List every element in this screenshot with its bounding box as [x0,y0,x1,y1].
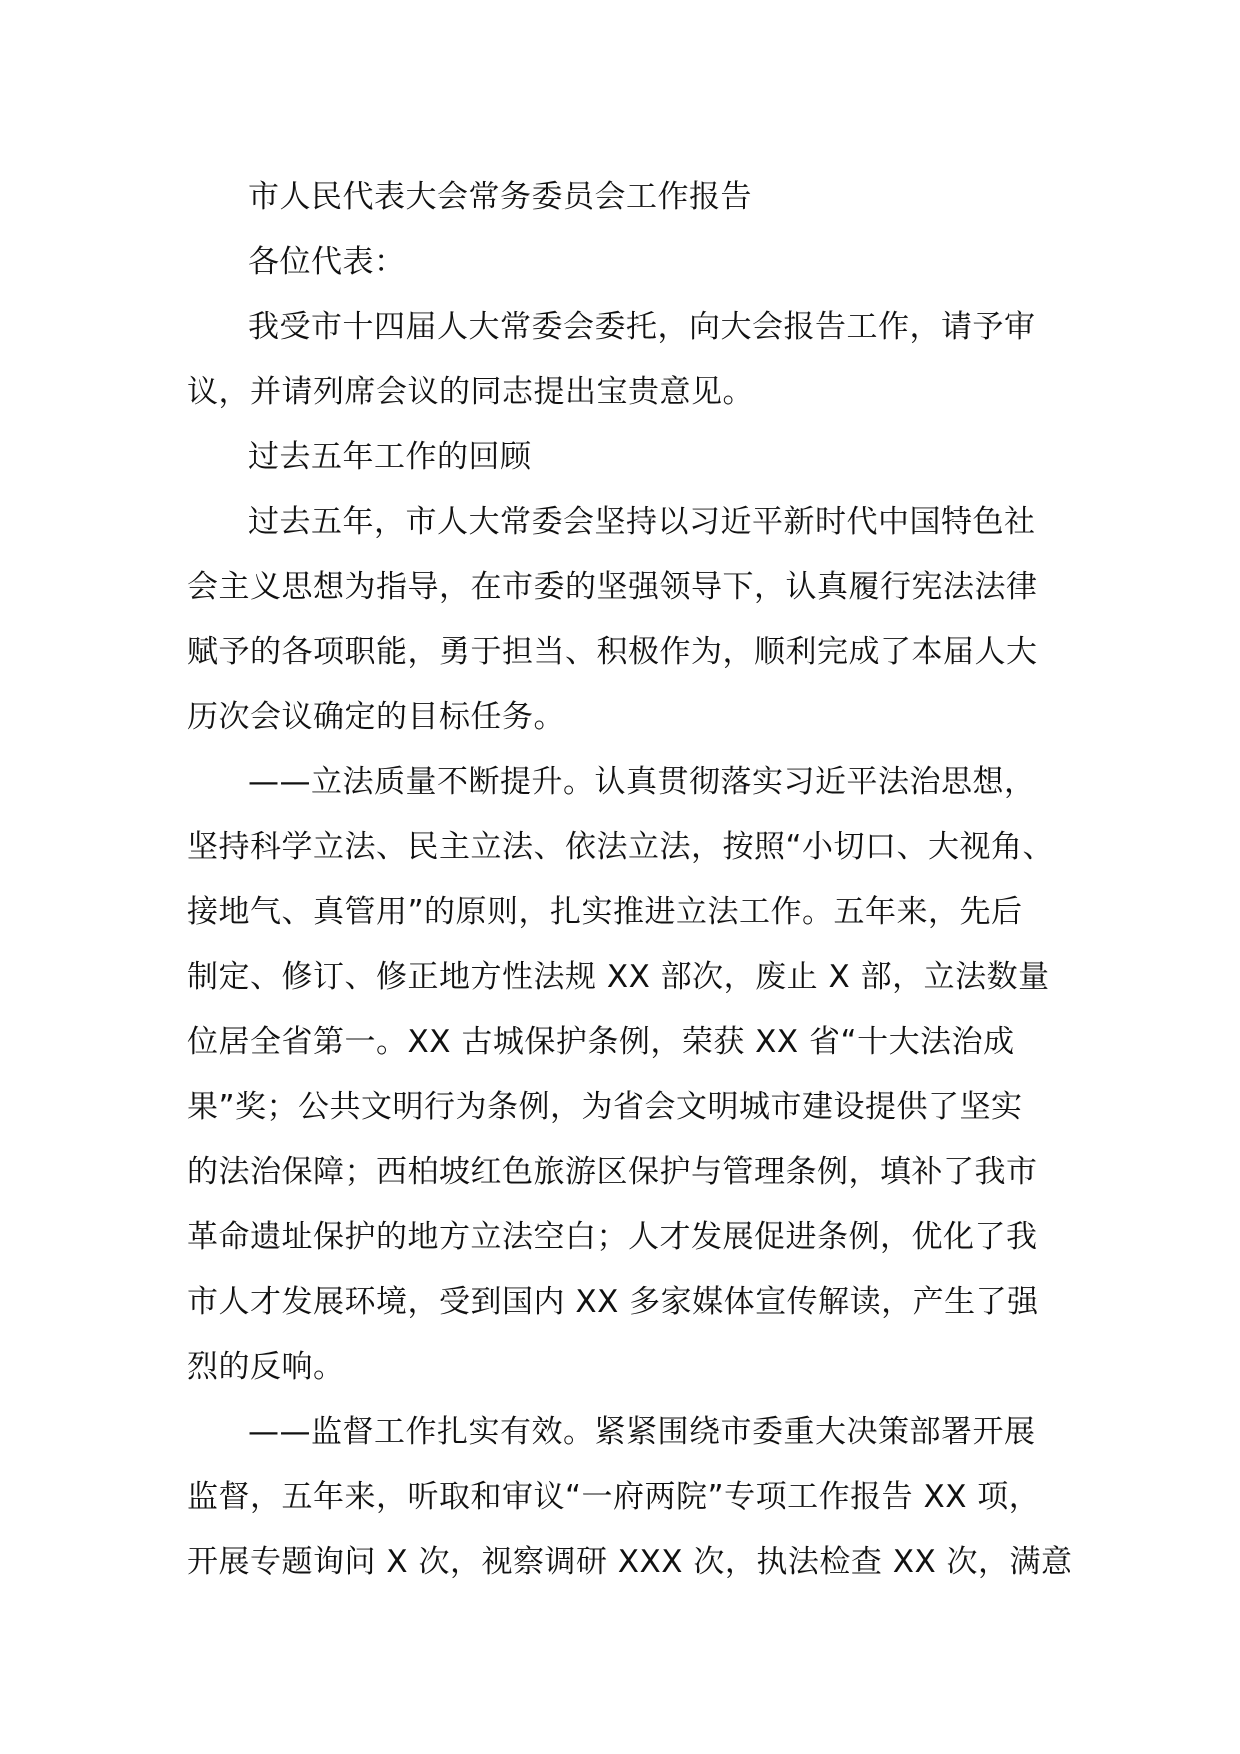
body-line: 赋予的各项职能，勇于担当、积极作为，顺利完成了本届人大 [187,634,1038,670]
body-line: 议，并请列席会议的同志提出宝贵意见。 [187,374,754,410]
body-line: ——监督工作扎实有效。紧紧围绕市委重大决策部署开展 [248,1414,1036,1450]
body-line: 位居全省第一。XX 古城保护条例，荣获 XX 省“十大法治成 [187,1024,1015,1060]
body-line: 接地气、真管用”的原则，扎实推进立法工作。五年来，先后 [187,894,1023,930]
body-line: 历次会议确定的目标任务。 [187,699,565,735]
salutation: 各位代表： [248,244,406,280]
body-line: 开展专题询问 X 次，视察调研 XXX 次，执法检查 XX 次，满意 [187,1544,1073,1580]
body-line: ——立法质量不断提升。认真贯彻落实习近平法治思想， [248,764,1036,800]
body-line: 的法治保障；西柏坡红色旅游区保护与管理条例，填补了我市 [187,1154,1038,1190]
body-line: 会主义思想为指导，在市委的坚强领导下，认真履行宪法法律 [187,569,1038,605]
body-line: 坚持科学立法、民主立法、依法立法，按照“小切口、大视角、 [187,829,1055,865]
body-line: 过去五年，市人大常委会坚持以习近平新时代中国特色社 [248,504,1036,540]
body-line: 烈的反响。 [187,1349,345,1385]
body-line: 果”奖；公共文明行为条例，为省会文明城市建设提供了坚实 [187,1089,1023,1125]
section-heading: 过去五年工作的回顾 [248,439,532,475]
body-line: 监督，五年来，听取和审议“一府两院”专项工作报告 XX 项， [187,1479,1041,1515]
body-line: 制定、修订、修正地方性法规 XX 部次，废止 X 部，立法数量 [187,959,1050,995]
body-line: 我受市十四届人大常委会委托，向大会报告工作，请予审 [248,309,1036,345]
body-line: 市人才发展环境，受到国内 XX 多家媒体宣传解读，产生了强 [187,1284,1039,1320]
body-line: 革命遗址保护的地方立法空白；人才发展促进条例，优化了我 [187,1219,1038,1255]
document-title: 市人民代表大会常务委员会工作报告 [248,179,752,215]
